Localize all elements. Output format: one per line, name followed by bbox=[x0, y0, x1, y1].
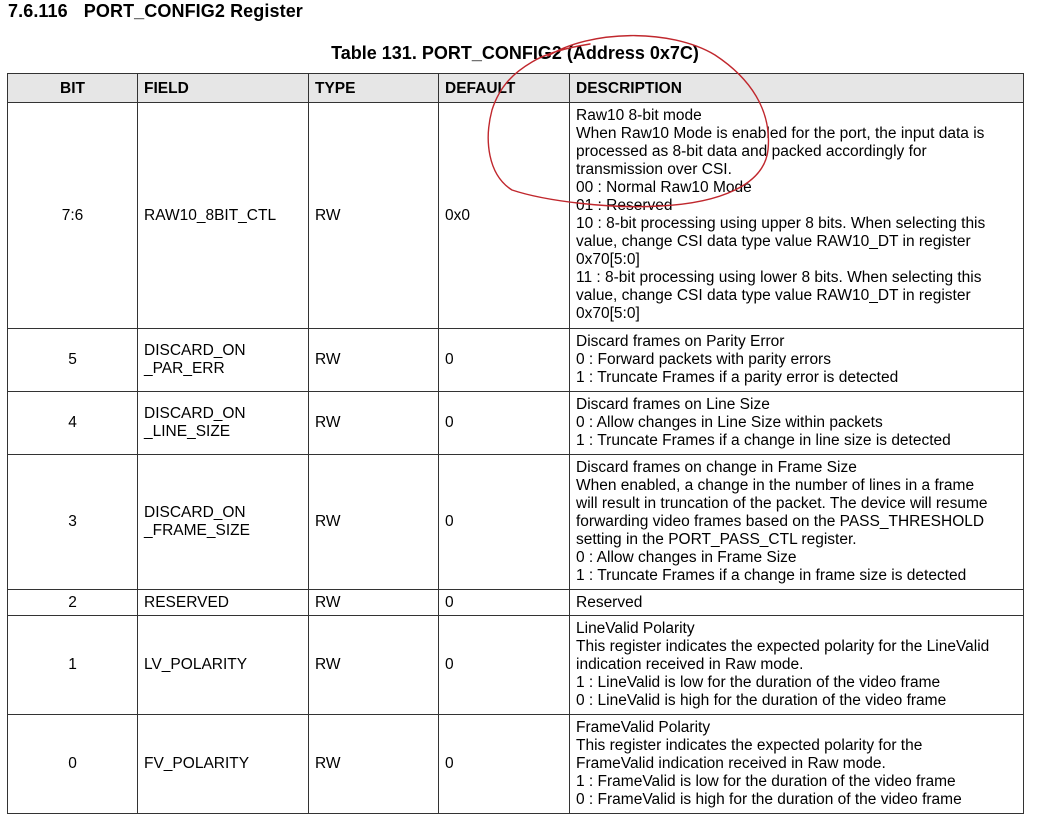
table-row bbox=[8, 103, 1024, 329]
header-bit: BIT bbox=[8, 74, 138, 103]
cell-field bbox=[138, 715, 309, 814]
description-line: 0x70[5:0] bbox=[576, 251, 640, 268]
cell-description bbox=[570, 590, 1024, 616]
cell-default: 0 bbox=[439, 715, 570, 814]
cell-field bbox=[138, 616, 309, 715]
description-line: Discard frames on Line Size bbox=[576, 396, 770, 413]
table-row bbox=[8, 392, 1024, 455]
table-row bbox=[8, 455, 1024, 590]
description-line: Discard frames on Parity Error bbox=[576, 333, 785, 350]
cell-bit: 2 bbox=[8, 590, 138, 616]
cell-type: RW bbox=[309, 715, 439, 814]
description-line: 0 : FrameValid is high for the duration of the video frame bbox=[576, 791, 962, 808]
cell-field bbox=[138, 103, 309, 329]
description-line: This register indicates the expected polarity for the bbox=[576, 737, 923, 754]
cell-bit: 5 bbox=[8, 329, 138, 392]
cell-default: 0 bbox=[439, 392, 570, 455]
cell-default: 0 bbox=[439, 329, 570, 392]
table-row bbox=[8, 329, 1024, 392]
cell-bit: 4 bbox=[8, 392, 138, 455]
field-line: LV_POLARITY bbox=[144, 656, 248, 673]
description-line: indication received in Raw mode. bbox=[576, 656, 804, 673]
description-line: Reserved bbox=[576, 594, 643, 611]
description-line: 11 : 8-bit processing using lower 8 bits. When selecting this bbox=[576, 269, 982, 286]
cell-bit: 1 bbox=[8, 616, 138, 715]
description-line: forwarding video frames based on the PASS_THRESHOLD bbox=[576, 513, 985, 530]
cell-description bbox=[570, 392, 1024, 455]
cell-field bbox=[138, 590, 309, 616]
cell-bit: 0 bbox=[8, 715, 138, 814]
description-line: 01 : Reserved bbox=[576, 197, 673, 214]
cell-type: RW bbox=[309, 590, 439, 616]
cell-field bbox=[138, 392, 309, 455]
register-table bbox=[7, 73, 1024, 814]
description-line: 10 : 8-bit processing using upper 8 bits. When selecting this bbox=[576, 215, 986, 232]
field-line: RESERVED bbox=[144, 593, 229, 611]
cell-bit: 7:6 bbox=[8, 103, 138, 329]
description-line: 1 : Truncate Frames if a change in frame size is detected bbox=[576, 567, 967, 584]
table-header-row bbox=[8, 74, 1024, 103]
description-line: When Raw10 Mode is enabled for the port, the input data is bbox=[576, 125, 985, 142]
cell-field bbox=[138, 455, 309, 590]
description-line: FrameValid indication received in Raw mode. bbox=[576, 755, 886, 772]
cell-type: RW bbox=[309, 392, 439, 455]
description-line: 1 : Truncate Frames if a change in line size is detected bbox=[576, 432, 951, 449]
description-line: FrameValid Polarity bbox=[576, 719, 711, 736]
description-line: This register indicates the expected polarity for the LineValid bbox=[576, 638, 990, 655]
cell-default: 0x0 bbox=[439, 103, 570, 329]
description-line: Discard frames on change in Frame Size bbox=[576, 459, 857, 476]
table-body bbox=[8, 103, 1024, 814]
cell-default: 0 bbox=[439, 455, 570, 590]
description-line: When enabled, a change in the number of lines in a frame bbox=[576, 477, 975, 494]
field-line: DISCARD_ON bbox=[144, 405, 246, 422]
field-line: _PAR_ERR bbox=[144, 360, 225, 377]
header-description: DESCRIPTION bbox=[570, 74, 1024, 103]
description-line: 0 : Allow changes in Frame Size bbox=[576, 549, 797, 566]
description-line: LineValid Polarity bbox=[576, 620, 695, 637]
cell-type: RW bbox=[309, 455, 439, 590]
cell-description bbox=[570, 329, 1024, 392]
description-line: processed as 8-bit data and packed accordingly for bbox=[576, 143, 927, 160]
description-line: 1 : Truncate Frames if a parity error is detected bbox=[576, 369, 899, 386]
cell-description bbox=[570, 616, 1024, 715]
cell-description bbox=[570, 455, 1024, 590]
field-line: FV_POLARITY bbox=[144, 755, 250, 772]
description-line: 0 : Allow changes in Line Size within packets bbox=[576, 414, 883, 431]
section-heading bbox=[8, 0, 303, 22]
field-line: DISCARD_ON bbox=[144, 342, 246, 359]
cell-bit: 3 bbox=[8, 455, 138, 590]
cell-default: 0 bbox=[439, 616, 570, 715]
cell-description bbox=[570, 715, 1024, 814]
field-line: _LINE_SIZE bbox=[144, 423, 231, 440]
description-line: value, change CSI data type value RAW10_DT in register bbox=[576, 287, 971, 304]
description-line: 0x70[5:0] bbox=[576, 305, 640, 322]
description-line: setting in the PORT_PASS_CTL register. bbox=[576, 531, 857, 548]
description-line: transmission over CSI. bbox=[576, 161, 732, 178]
field-line: DISCARD_ON bbox=[144, 504, 246, 521]
section-number: 7.6.116 bbox=[8, 1, 68, 21]
table-row bbox=[8, 715, 1024, 814]
cell-field bbox=[138, 329, 309, 392]
header-default: DEFAULT bbox=[439, 74, 570, 103]
cell-type: RW bbox=[309, 103, 439, 329]
description-line: 0 : Forward packets with parity errors bbox=[576, 351, 831, 368]
field-line: RAW10_8BIT_CTL bbox=[144, 206, 277, 224]
description-line: 1 : LineValid is low for the duration of the video frame bbox=[576, 674, 941, 691]
table-row bbox=[8, 590, 1024, 616]
header-type: TYPE bbox=[309, 74, 439, 103]
header-field: FIELD bbox=[138, 74, 309, 103]
section-title: PORT_CONFIG2 Register bbox=[83, 1, 303, 21]
cell-type: RW bbox=[309, 329, 439, 392]
description-line: 1 : FrameValid is low for the duration of the video frame bbox=[576, 773, 956, 790]
description-line: 00 : Normal Raw10 Mode bbox=[576, 179, 752, 196]
field-line: _FRAME_SIZE bbox=[144, 522, 250, 539]
table-caption: Table 131. PORT_CONFIG2 (Address 0x7C) bbox=[331, 43, 699, 63]
description-line: 0 : LineValid is high for the duration of the video frame bbox=[576, 692, 947, 709]
cell-description bbox=[570, 103, 1024, 329]
description-line: will result in truncation of the packet. The device will resume bbox=[576, 495, 988, 512]
cell-default: 0 bbox=[439, 590, 570, 616]
cell-type: RW bbox=[309, 616, 439, 715]
description-line: Raw10 8-bit mode bbox=[576, 107, 702, 124]
description-line: value, change CSI data type value RAW10_DT in register bbox=[576, 233, 971, 250]
table-row bbox=[8, 616, 1024, 715]
